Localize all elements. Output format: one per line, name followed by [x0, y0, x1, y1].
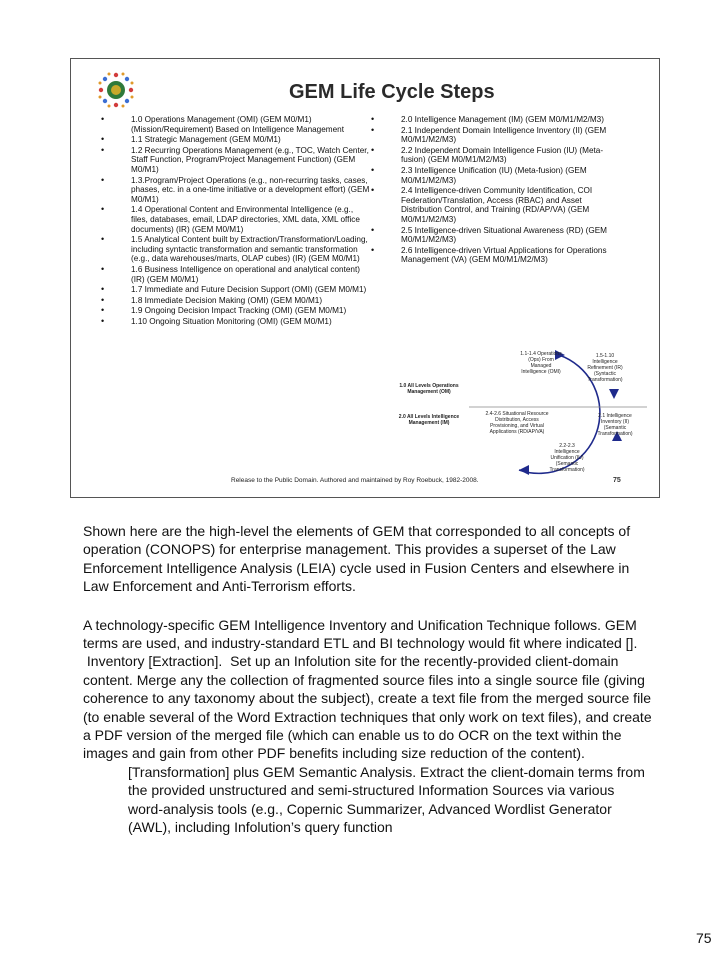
list-item: • 1.6 Business Intelligence on operational and analytical content) (IR) (GEM M0/M1) [101, 263, 360, 284]
list-item: • 1.1 Strategic Management (GEM M0/M1) [101, 134, 281, 145]
slide-number: 75 [613, 477, 621, 484]
notes-paragraph: Shown here are the high-level the elements of GEM that corresponded to all concepts of operation (CONOPS) for enterprise management. This provides a superset of the Law Enforcement Intelligence Analysis (LEIA) cycle used in Fusion Centers and elsewhere in Law Enforcement and Anti-Terrorism efforts. [83, 523, 631, 595]
list-item: • 2.3 Intelligence Unification (IU) (Meta-fusion) (GEM M0/M1/M2/M3) [371, 164, 587, 185]
bullet-icon: • [101, 284, 105, 295]
gem-logo-icon [97, 71, 135, 109]
bullet-icon: • [371, 114, 375, 124]
list-item: • 1.5 Analytical Content built by Extraction/Transformation/Loading, including syntactic transformation and semantic transformation (e.g., data warehouses/marts, OLAP cubes) (IR) (GEM M0/M1) [101, 234, 368, 264]
intelligence-management-label: 2.0 All Levels Intelligence Management (IM) [398, 414, 460, 426]
list-item: • 2.1 Independent Domain Intelligence Inventory (II) (GEM M0/M1/M2/M3) [371, 124, 607, 145]
bullet-icon: • [371, 185, 375, 196]
list-item: • 2.6 Intelligence-driven Virtual Applications for Operations Management (VA) (GEM M0/M1/M2/M3) [371, 244, 607, 265]
arrow-head-icon [519, 465, 529, 475]
bullet-icon: • [371, 124, 375, 135]
bullet-icon: • [101, 294, 105, 305]
list-item: • 1.0 Operations Management (OMI) (GEM M0/M1) (Mission/Requirement) Based on Intelligence Management [101, 114, 344, 134]
resource-label: 2.4-2.6 Situational Resource Distribution, Access Provisioning, and Virtual Applications (RD/AP/VA) [485, 411, 549, 435]
inventory-label: 2.1 Intelligence Inventory (II) (Semantic Transformation) [597, 413, 633, 437]
list-item: • 2.2 Independent Domain Intelligence Fusion (IU) (Meta-fusion) (GEM M0/M1/M2/M3) [371, 144, 604, 165]
list-item: • 1.9 Ongoing Decision Impact Tracking (OMI) (GEM M0/M1) [101, 305, 347, 316]
notes-paragraph-indented: [Transformation] plus GEM Semantic Analysis. Extract the client-domain terms from the provided unstructured and semi-structured Information Sources via various word-analysis tools (e.g., Copernic Summarizer, Advanced Wordlist Generator (AWL), including Infolution’s query function [128, 763, 645, 836]
list-item: • 2.5 Intelligence-driven Situational Awareness (RD) (GEM M0/M1/M2/M3) [371, 224, 607, 245]
list-item: • 1.3.Program/Project Operations (e.g., non-recurring tasks, cases, phases, etc. in a one-time initiative or a development effort) (GEM M0/M1) [101, 174, 370, 204]
list-item: • 1.8 Immediate Decision Making (OMI) (GEM M0/M1) [101, 294, 323, 305]
life-cycle-diagram [389, 345, 651, 485]
page-number: 75 [696, 930, 712, 946]
bullet-icon: • [101, 144, 105, 155]
list-item: • 2.4 Intelligence-driven Community Identification, COI Federation/Translation, Access (RBAC) and Asset Distribution Control, and Training (RD/AP/VA) (GEM M0/M1/M2/M3) [371, 185, 593, 224]
slide-title: GEM Life Cycle Steps [289, 81, 495, 103]
bullet-icon: • [101, 204, 105, 215]
list-item: • 1.7 Immediate and Future Decision Support (OMI) (GEM M0/M1) [101, 284, 367, 295]
bullet-icon: • [101, 134, 105, 145]
bullet-icon: • [101, 114, 105, 124]
bullet-icon: • [371, 144, 375, 155]
slide-footer: Release to the Public Domain. Authored and maintained by Roy Roebuck, 1982-2008. [231, 477, 479, 484]
ops-label: 1.1-1.4 Operations (Ops) From Managed Intelligence (OMI) [520, 351, 562, 375]
notes-paragraph: A technology-specific GEM Intelligence Inventory and Unification Technique follows. GEM terms are used, and industry-standard ETL and BI technology would fit where indicated []. [83, 616, 638, 652]
list-item: • 1.4 Operational Content and Environmental Intelligence (e.g., files, databases, email, LDAP directories, XML data, XML office documents) (IR) (GEM M0/M1) [101, 204, 360, 234]
bullet-icon: • [371, 164, 375, 175]
speaker-notes [83, 522, 656, 837]
bullet-icon: • [101, 234, 105, 245]
arrow-head-icon [609, 389, 619, 399]
bullet-icon: • [101, 305, 105, 316]
left-bullet-list [101, 115, 371, 327]
list-item: • 1.10 Ongoing Situation Monitoring (OMI) (GEM M0/M1) [101, 315, 332, 326]
unification-label: 2.2-2.3 Intelligence Unification (IU) (Semantic Transformation) [549, 443, 585, 473]
slide-image [70, 58, 660, 498]
right-bullet-list [371, 115, 623, 266]
list-item: • 1.2 Recurring Operations Management (e.g., TOC, Watch Center, Staff Function, Program/Project Management Function) (GEM M0/M1) [101, 144, 369, 174]
list-item: • 2.0 Intelligence Management (IM) (GEM M0/M1/M2/M3) [371, 114, 604, 124]
notes-paragraph: Inventory [Extraction]. Set up an Infolution site for the recently-provided client-domain content. Merge any the collection of fragmented source files into a single source file (giving coherence to any taxonomy about the subject), create a text file from the merged source file (to enable several of the Word Extraction techniques that only work on text files), and create a PDF version of the merged file (which can enable us to do OCR on the text within the images and gain from other PDF benefits including size reduction of the content). [83, 653, 656, 762]
bullet-icon: • [371, 224, 375, 235]
bullet-icon: • [101, 263, 105, 274]
bullet-icon: • [101, 174, 105, 185]
operations-management-label: 1.0 All Levels Operations Management (OM) [399, 383, 459, 395]
refinement-label: 1.5-1.10 Intelligence Refinement (IR) (Syntactic Transformation) [587, 353, 623, 383]
bullet-icon: • [371, 244, 375, 255]
bullet-icon: • [101, 315, 105, 326]
